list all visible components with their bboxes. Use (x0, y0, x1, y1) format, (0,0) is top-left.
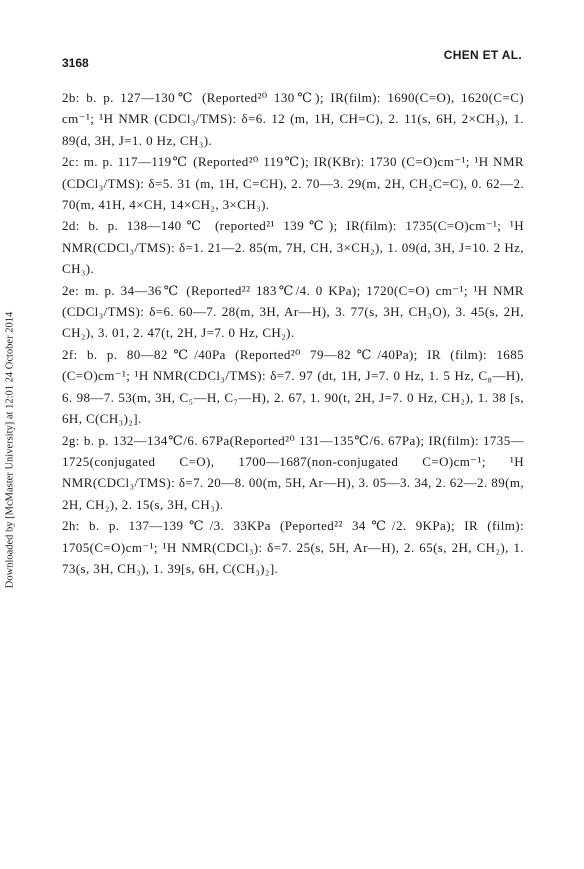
compound-data-section (62, 87, 524, 579)
compound-entry-2c: 2c: m. p. 117—119℃ (Reported²⁰ 119℃); IR(KBr): 1730 (C=O)cm⁻¹; ¹H NMR (CDCl₃/TMS): δ=5. 31 (m, 1H, C=CH), 2. 70—3. 29(m, 2H, CH₂C=C), 0. 62—2. 70(m, 41H, 4×CH, 14×CH₂, 3×CH₃). (62, 154, 524, 213)
download-watermark-text: Downloaded by [McMaster University] at 12:01 24 October 2014 (4, 311, 16, 589)
compound-entry-2e: 2e: m. p. 34—36℃ (Reported²² 183℃/4. 0 KPa); 1720(C=O) cm⁻¹; ¹H NMR (CDCl₃/TMS): δ=6. 60—7. 28(m, 3H, Ar—H), 3. 77(s, 3H, CH₃O), 3. 45(s, 2H, CH₂), 3. 01, 2. 47(t, 2H, J=7. 0 Hz, CH₂). (62, 282, 524, 341)
download-watermark (2, 220, 18, 680)
compound-entry-2h: 2h: b. p. 137—139℃/3. 33KPa (Peported²² 34℃/2. 9KPa); IR (film): 1705(C=O)cm⁻¹; ¹H NMR(CDCl₃): δ=7. 25(s, 5H, Ar—H), 2. 65(s, 2H, CH₂), 1. 73(s, 3H, CH₃), 1. 39[s, 6H, C(CH₃)₂]. (62, 518, 524, 576)
compound-entry-2d: 2d: b. p. 138—140℃ (reported²¹ 139℃); IR(film): 1735(C=O)cm⁻¹; ¹H NMR(CDCl₃/TMS): δ=1. 21—2. 85(m, 7H, CH, 3×CH₂), 1. 09(d, 3H, J=10. 2 Hz, CH₃). (62, 218, 524, 277)
compound-entry-2g: 2g: b. p. 132—134℃/6. 67Pa(Reported²⁰ 131—135℃/6. 67Pa); IR(film): 1735—1725(conjugated C=O), 1700—1687(non-conjugated C=O)cm⁻¹; ¹H NMR(CDCl₃/TMS): δ=7. 20—8. 00(m, 5H, Ar—H), 3. 05—3. 34, 2. 62—2. 89(m, 2H, CH₂), 2. 15(s, 3H, CH₃). (62, 432, 524, 512)
compound-entry-2b: 2b: b. p. 127—130℃ (Reported²⁰ 130℃); IR(film): 1690(C=O), 1620(C=C) cm⁻¹; ¹H NMR (CDCl₃/TMS): δ=6. 12 (m, 1H, CH=C), 2. 11(s, 6H, 2×CH₃), 1. 89(d, 3H, J=1. 0 Hz, CH₃). (62, 90, 524, 148)
running-head: CHEN ET AL. (443, 48, 522, 62)
compound-entry-2f: 2f: b. p. 80—82℃/40Pa (Reported²⁰ 79—82℃/40Pa); IR (film): 1685 (C=O)cm⁻¹; ¹H NMR(CDCl₃/TMS): δ=7. 97 (dt, 1H, J=7. 0 Hz, 1. 5 Hz, C₈—H), 6. 98—7. 53(m, 3H, C₅—H, C₇—H), 2. 67, 1. 90(t, 2H, J=7. 0 Hz, CH₂), 1. 38 [s, 6H, C(CH₃)₂]. (62, 346, 524, 427)
page-number: 3168 (62, 56, 89, 70)
